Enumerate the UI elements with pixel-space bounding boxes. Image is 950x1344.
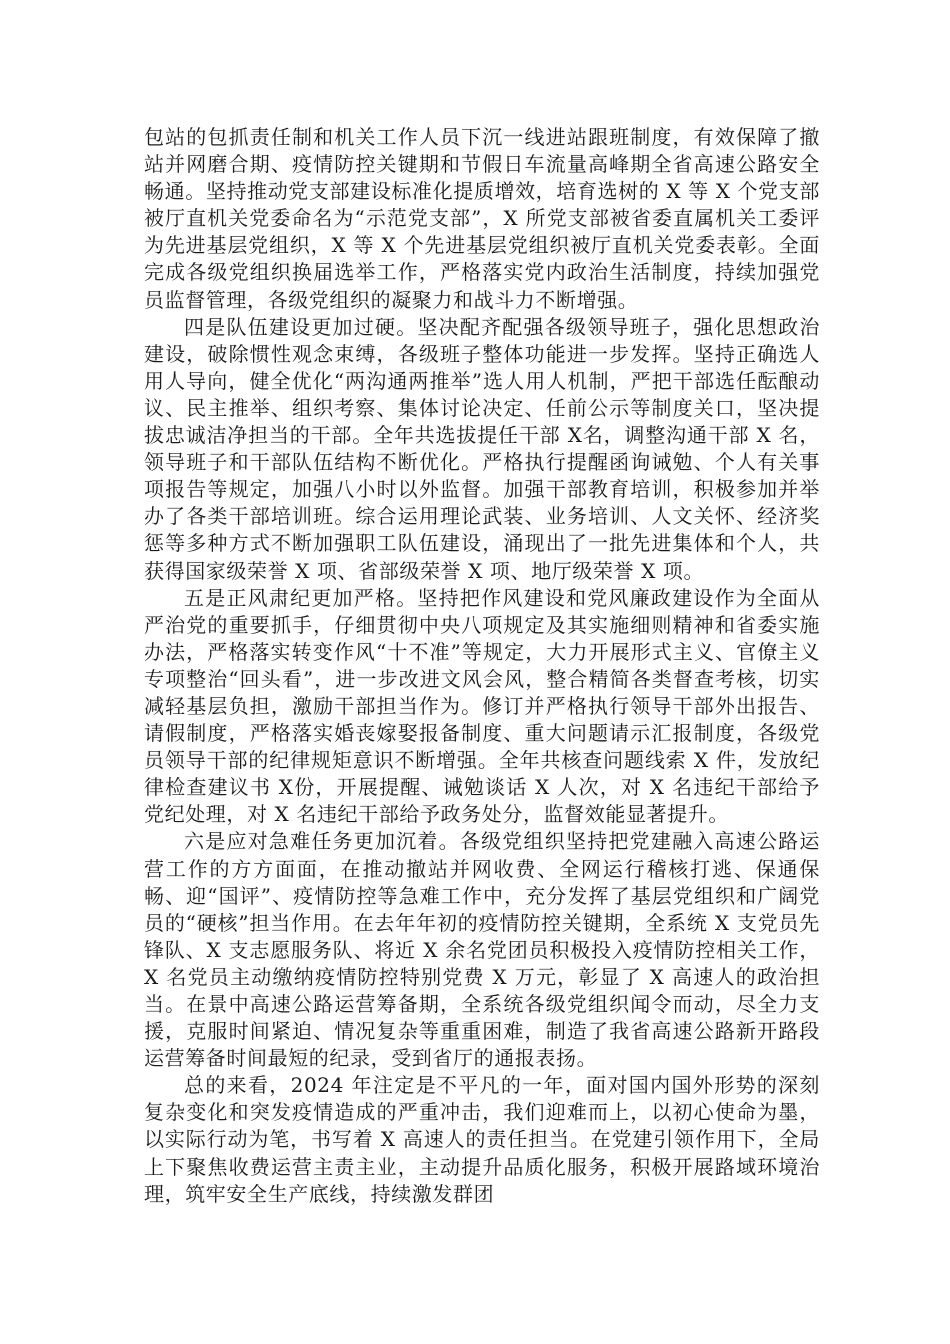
paragraph-discipline: 五是正风肃纪更加严格。坚持把作风建设和党风廉政建设作为全面从严治党的重要抓手，仔细贯彻中央八项规定及其实施细则精神和省委实施办法，严格落实转变作风“十不准”等规定，大力开展形式主义、官僚主义专项整治“回头看”，进一步改进文风会风，整合精简各类督查考核，切实减轻基层负担，激励干部担当作为。修订并严格执行领导干部外出报告、请假制度，严格落实婚丧嫁娶报备制度、重大问题请示汇报制度，各级党员领导干部的纪律规矩意识不断增强。全年共核查问题线索 X 件，发放纪律检查建议书 X份，开展提醒、诫勉谈话 X 人次，对 X 名违纪干部给予党纪处理，对 X 名违纪干部给予政务处分，监督效能显著提升。 (144, 585, 820, 827)
paragraph-party-branch-building: 包站的包抓责任制和机关工作人员下沉一线进站跟班制度，有效保障了撤站并网磨合期、疫情防控关键期和节假日车流量高峰期全省高速公路安全畅通。坚持推动党支部建设标准化提质增效，培育选树的 X 等 X 个党支部被厅直机关党委命名为“示范党支部”，X 所党支部被省委直属机关工委评为先进基层党组织，X 等 X 个先进基层党组织被厅直机关党委表彰。全面完成各级党组织换届选举工作，严格落实党内政治生活制度，持续加强党员监督管理，各级党组织的凝聚力和战斗力不断增强。 (144, 125, 820, 312)
paragraph-team-building: 四是队伍建设更加过硬。坚决配齐配强各级领导班子，强化思想政治建设，破除惯性观念束缚，各级班子整体功能进一步发挥。坚持正确选人用人导向，健全优化“两沟通两推举”选人用人机制，严把干部选任酝酿动议、民主推举、组织考察、集体讨论决定、任前公示等制度关口，坚决提拔忠诚洁净担当的干部。全年共选拔提任干部 X名，调整沟通干部 X 名，领导班子和干部队伍结构不断优化。严格执行提醒函询诫勉、个人有关事项报告等规定，加强八小时以外监督。加强干部教育培训，积极参加并举办了各类干部培训班。综合运用理论武装、业务培训、人文关怀、经济奖惩等多种方式不断加强职工队伍建设，涌现出了一批先进集体和个人，共获得国家级荣誉 X 项、省部级荣誉 X 项、地厅级荣誉 X 项。 (144, 314, 820, 583)
document-page (144, 124, 820, 1208)
paragraph-urgent-tasks: 六是应对急难任务更加沉着。各级党组织坚持把党建融入高速公路运营工作的方方面面，在推动撤站并网收费、全网运行稽核打逃、保通保畅、迎“国评”、疫情防控等急难工作中，充分发挥了基层党组织和广阔党员的“硬核”担当作用。在去年年初的疫情防控关键期，全系统 X 支党员先锋队、X 支志愿服务队、将近 X 余名党团员积极投入疫情防控相关工作，X 名党员主动缴纳疫情防控特别党费 X 万元，彰显了 X 高速人的政治担当。在景中高速公路运营筹备期，全系统各级党组织闻令而动，尽全力支援，克服时间紧迫、情况复杂等重重困难，制造了我省高速公路新开路段运营筹备时间最短的纪录，受到省厅的通报表扬。 (144, 829, 820, 1071)
paragraph-summary: 总的来看，2024 年注定是不平凡的一年，面对国内国外形势的深刻复杂变化和突发疫情造成的严重冲击，我们迎难而上，以初心使命为墨，以实际行动为笔，书写着 X 高速人的责任担当。在党建引领作用下，全局上下聚焦收费运营主责主业，主动提升品质化服务，积极开展路域环境治理，筑牢安全生产底线，持续激发群团 (144, 1073, 820, 1206)
